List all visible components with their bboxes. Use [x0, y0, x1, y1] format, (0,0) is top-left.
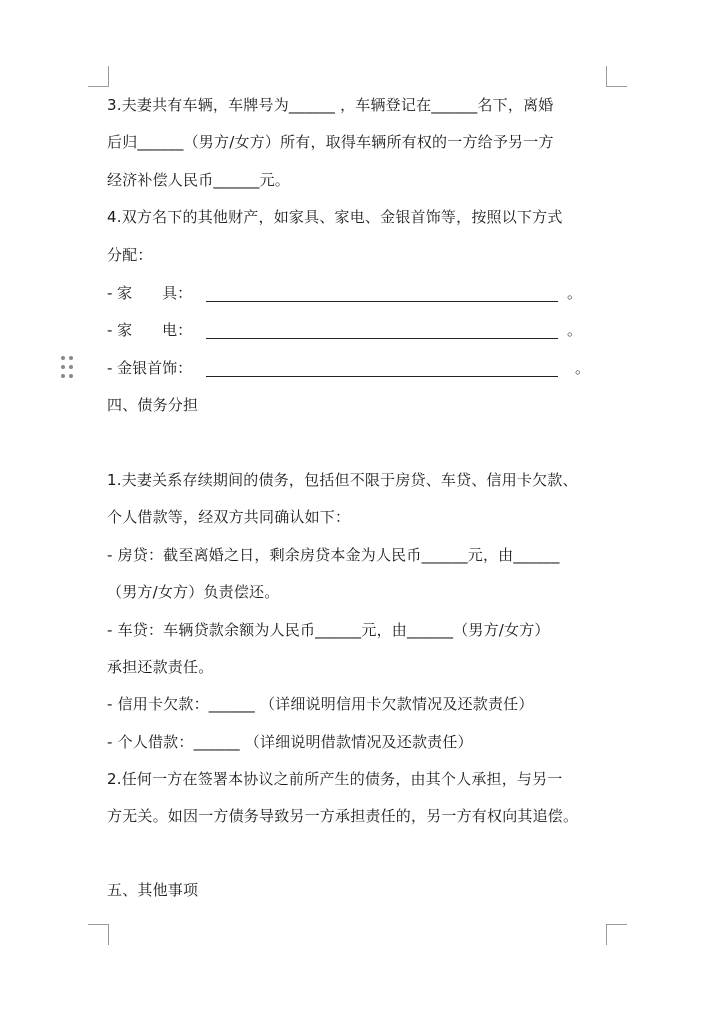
fill-row-label: - 家 电：	[107, 321, 193, 339]
personal-loan-line: - 个人借款：______ （详细说明借款情况及还款责任）	[107, 733, 473, 751]
margin-corner-top-left	[88, 66, 109, 87]
section-heading-debts: 四、债务分担	[107, 396, 199, 414]
mortgage-line-1: - 房贷：截至离婚之日，剩余房贷本金为人民币______元，由______	[107, 546, 560, 564]
fill-underline[interactable]	[206, 376, 558, 377]
fill-row-end: 。	[575, 359, 591, 377]
fill-underline[interactable]	[206, 338, 558, 339]
credit-card-line: - 信用卡欠款：______ （详细说明信用卡欠款情况及还款责任）	[107, 695, 534, 713]
car-loan-line-2: 承担还款责任。	[107, 658, 214, 676]
fill-row-label: - 金银首饰：	[107, 359, 193, 377]
fill-row-end: 。	[567, 284, 583, 302]
section-heading-other: 五、其他事项	[107, 881, 199, 899]
margin-corner-top-right	[606, 66, 627, 87]
fill-row-end: 。	[567, 321, 583, 339]
debt-clause-2-line-2: 方无关。如因一方债务导致另一方承担责任的，另一方有权向其追偿。	[107, 807, 579, 825]
margin-corner-bottom-right	[606, 924, 627, 945]
drag-handle-icon[interactable]	[61, 356, 75, 378]
debt-clause-1-line-1: 1.夫妻关系存续期间的债务，包括但不限于房贷、车贷、信用卡欠款、	[107, 471, 578, 489]
clause-3-line-2: 后归______（男方/女方）所有，取得车辆所有权的一方给予另一方	[107, 133, 554, 151]
margin-corner-bottom-left	[88, 924, 109, 945]
debt-clause-1-line-2: 个人借款等，经双方共同确认如下：	[107, 508, 351, 526]
debt-clause-2-line-1: 2.任何一方在签署本协议之前所产生的债务，由其个人承担，与另一	[107, 770, 563, 788]
fill-underline[interactable]	[206, 301, 558, 302]
clause-3-line-3: 经济补偿人民币______元。	[107, 171, 291, 189]
clause-4-line-1: 4.双方名下的其他财产，如家具、家电、金银首饰等，按照以下方式	[107, 208, 563, 226]
mortgage-line-2: （男方/女方）负责偿还。	[107, 583, 280, 601]
clause-4-line-2: 分配：	[107, 246, 153, 264]
fill-row-label: - 家 具：	[107, 284, 193, 302]
clause-3-line-1: 3.夫妻共有车辆，车牌号为______ ，车辆登记在______名下，离婚	[107, 96, 554, 114]
car-loan-line-1: - 车贷：车辆贷款余额为人民币______元，由______（男方/女方）	[107, 621, 550, 639]
